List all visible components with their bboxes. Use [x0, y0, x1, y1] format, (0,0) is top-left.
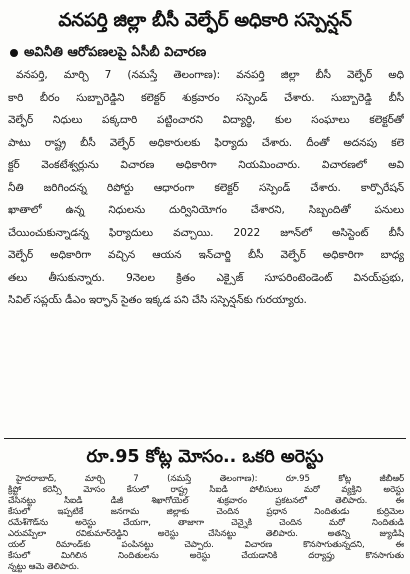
story2-headline: రూ.95 కోట్ల మోసం.. ఒకరి అరెస్టు	[86, 447, 324, 467]
story1-line: ఖాతాలో ఉన్న నిధులను దుర్వినియోగం చేశారని, సిబ్బందితో పనులు	[8, 204, 404, 216]
story-divider	[4, 438, 406, 439]
story1-line: వనపర్తి, మార్చి 7 (నమస్తే తెలంగాణ): వనపర్తి జిల్లా బీసీ వెల్ఫేర్ అధి	[16, 69, 404, 81]
story1-line: నీతి జరిగిందన్న రిపోర్టు ఆధారంగా కలెక్టర్ సస్పెండ్ చేశారు. కార్పొరేషన్	[8, 181, 404, 194]
story2-line: ఎరువప్పేలా రవికుమార్‌రెడ్డిని అరెస్టు చేసినట్టు తెలిపారు. అతన్ని జ్యుడిషి	[8, 529, 404, 539]
story1-line: సివిల్ సప్లయ్ డీఎం ఇర్ఫాన్ సైతం ఇక్కడ పని చేసి సస్పెన్షన్‌కు గురయ్యారు.	[8, 294, 307, 306]
bullet-icon	[10, 49, 18, 57]
story2-line: కేసులో ఇప్పటికే జనగామ జిల్లాకు చెందిన ప్రధాన నిందితుడు కుర్రిమెల	[8, 507, 404, 517]
story1-line: పాటు రాష్ట్ర బీసీ వెల్ఫేర్ అధికారులకు ఫిర్యాదు చేశారు. దీంతో అదనపు కలె	[8, 136, 404, 149]
story1-subheadline	[10, 44, 206, 62]
story2-line: రమేశ్‌గౌడ్‌ను అరెస్టు చేయగా, తాజాగా చెన్నైకి చెందిన మరో నిందితుడి	[8, 518, 404, 528]
story1-line: వెల్ఫేర్ నిధులు పక్కదారి పట్టించారని విద్యార్థి, కుల సంఘాలు కలెక్టర్‌తో	[8, 114, 404, 126]
story1-line: వెల్ఫేర్ అధికారిగా వచ్చిన ఆయన ఇన్‌చార్జి బీసీ వెల్ఫేర్ అధికారిగా బాధ్య	[8, 249, 404, 261]
story2-line: యల్ రిమాండ్‌కు పంపినట్టు చెప్పారు. విచారణ కొనసాగుతున్నదని, ఈ	[8, 540, 404, 550]
story2-line: చేసినట్టు సీఐడీ డీజీ శిఖాగోయెల్ శుక్రవారం ప్రకటనలో తెలిపారు. ఈ	[8, 496, 404, 506]
story1-line: తలు తీసుకున్నారు. 9నెలల క్రితం ఎక్సైజ్ సూపరింటెండెంట్ వినయ్‌ప్రభు,	[8, 271, 404, 284]
story2-body	[8, 474, 404, 573]
story1-line: కారి బీరం సుబ్బారెడ్డిని కలెక్టర్ శుక్రవారం సస్పెండ్ చేశారు. సుబ్బారెడ్డి బీసీ	[8, 91, 404, 104]
story2-line: క్రిప్టో కరెన్సీ మోసం కేసులో రాష్ట్ర సీఐడీ పోలీసులు మరో వ్యక్తిని అరెస్టు	[8, 485, 404, 495]
story1-body	[8, 64, 404, 312]
story2-line: కేసులో మిగిలిన నిందితులను అరెస్టు చేయడానికి దర్యాప్తు కొనసాగుతు	[8, 551, 404, 561]
story1-subheadline-text: అవినీతి ఆరోపణలపై ఏసీబీ విచారణ	[24, 45, 207, 60]
story2-line: న్నట్టు ఆమె తెలిపారు.	[8, 562, 80, 572]
story1-headline: వనపర్తి జిల్లా బీసీ వెల్ఫేర్ అధికారి సస్పెన్షన్	[58, 10, 352, 31]
story1-line: క్టర్ వెంకటేశ్వర్లును విచారణ అధికారిగా నియమించారు. విచారణలో అవి	[8, 159, 404, 171]
story1-line: చేయించుకున్నాడన్న ఫిర్యాదులు వచ్చాయి. 2022 జూన్‌లో అసిస్టెంట్ బీసీ	[8, 226, 404, 239]
story2-line: హైదరాబాద్, మార్చి 7 (నమస్తే తెలంగాణ): రూ.95 కోట్ల జీబీఆర్	[16, 474, 404, 484]
